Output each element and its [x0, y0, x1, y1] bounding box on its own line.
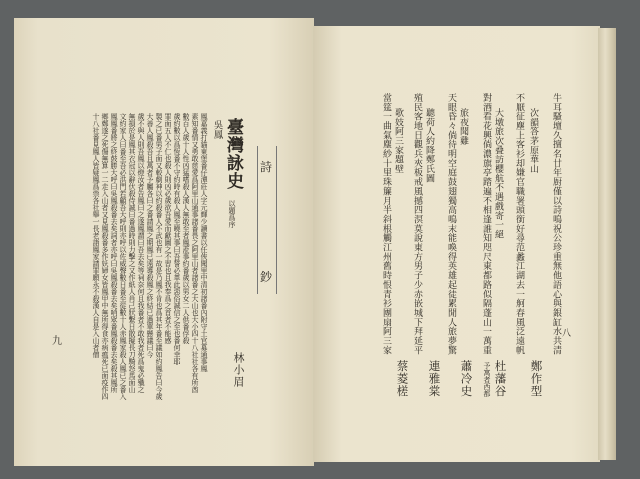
prose-column: 文約家人曰番至吾必洪門若顧吾大呼則亦呼以佐威聲數日番至從數十人赤鳳家殺人鳳已之番入 — [119, 113, 127, 400]
poem-line: 天眼昏々倘待明空庭鼓翅獨高鳴末能喚得英雄起徒累閒人旅夢驚 — [446, 93, 456, 355]
author-note: 予寓者西都 — [483, 362, 491, 397]
poem-author: 連雅棠 — [427, 360, 442, 398]
poem-author: 蔡菱槎 — [395, 360, 410, 398]
left-author: 林小眉 — [232, 352, 245, 388]
section-label-shi: 詩 — [260, 160, 273, 174]
prose-column: 數百人歲十人性凶猛嗜殺人漢人無敢至者鳳蒞事約番歲以男女二人供番俘殺 — [182, 113, 190, 344]
poem-title: 旅夜聞雞 — [458, 108, 468, 146]
poem-line: 對酒看花興倘濃旗亭踏遍不相逢誰知咫尺東都路似隔蓬山一萬重 — [481, 93, 491, 355]
prose-column: 十八社番見鳳人皆疑鳳爲祟各社舉一長老詣鳳家請罪願永不殺漢人自是入山者僧 — [92, 113, 100, 358]
prose-column: 歲不與人則吾鳳以燈汝者告鳳曰之遂鳳謂曰吾去矣等祠奈何且我番者不敢我者死爲鬼必殲之 — [137, 113, 145, 393]
title-note: 以題爲序 — [228, 200, 236, 228]
page-number-left: 九 — [52, 336, 62, 347]
poem-line: 殖民客地日觀兵夾板戒風撼四溟莫說東方男子少赤嵌城下拜延平 — [412, 93, 422, 355]
prose-column: 鳳嘉義打貓東堡番仔潭莊人字元輝少讀書以任俠聞里中清初諸番內附守土官募通事鳳 — [200, 113, 208, 372]
prose-column: 鳳鳳番將之終鼓勝大呼曰吳鳳殺番去矣詞者亦呼曰吳鳳殺番去矣哨眾番鳳殺番去矣殺其鳳所 — [110, 113, 118, 393]
poem-title: 次韻答茅原華山 — [528, 108, 538, 174]
poem-line: 牛耳騷壇久擅名廿年㕑僅以詩鳴祝公珍重無他語心與銀缸水共清 — [551, 93, 561, 355]
prose-column: 鄉鄭遂之死傷無算一二走入山者又見鳳殺番多作妖婦女皆鳳甲中無所得食亦病瘟死已面疫作四 — [101, 113, 109, 400]
prose-column: 大善人鳳殺吾且萬者予屬各曰之番請鳳之期鳳已遠導殺鳳之終結已過單懸議曰今 — [146, 113, 154, 358]
poem-author: 鄭作型 — [529, 360, 544, 398]
prose-column: 歲約數以爲恆番不守約時有殺人鳳至曉其事曰吾誓必革此惡俗誠信之至也番何幸耶 — [173, 113, 181, 365]
prose-column: 罪面五人不仁也殺人則凶必歲欲吾愛而獻圖之不習也且我奉爲之首者不能感 — [164, 113, 172, 344]
prose-column: 素知番情又勇敢慈愛爲阿里山通事諸番畏之阿里山者諸番之大山也大小四十八社社各有所酋 — [191, 113, 199, 393]
page-number-right: 八 — [562, 329, 572, 339]
page-stack-edge — [598, 28, 616, 460]
poem-title: 大墩旅次叠訪櫻航不遇戲寄一絕 — [493, 108, 503, 239]
section-label-chao: 鈔 — [260, 270, 273, 284]
poem-line: 不厭征塵上客衫却嫌官職署頭銜好尋范蠡江湖去一舸春風泛遠帆 — [514, 93, 524, 355]
poem-author: 蕭冷史 — [459, 360, 474, 398]
prose-column: 製之已番男子面又較劇神以約殺番人不武也有一故是乃鳳不肯也爲其年番至議如約鳳告曰今歲 — [155, 113, 163, 400]
poem-line: 當筵一曲氣塵紗十里珠簾月半斜根觸江州舊時恨青衫團扇阿三家 — [381, 93, 391, 355]
prose-column: 無損於是鳳其衣冠以辭伏殺侍誠曰番過時則力擊之又作紙人肖己狀繫日散擬長刀騎怒馬面山 — [128, 113, 136, 393]
poem-author: 杜藩谷 — [493, 360, 508, 398]
poem-title: 歌妓阿三家題壁 — [393, 108, 403, 174]
poem-title: 聽荷人約降鄭氏圖 — [424, 108, 434, 183]
poem-subject: 吳鳳 — [211, 120, 223, 139]
page-title: 臺灣詠史 — [223, 118, 243, 190]
